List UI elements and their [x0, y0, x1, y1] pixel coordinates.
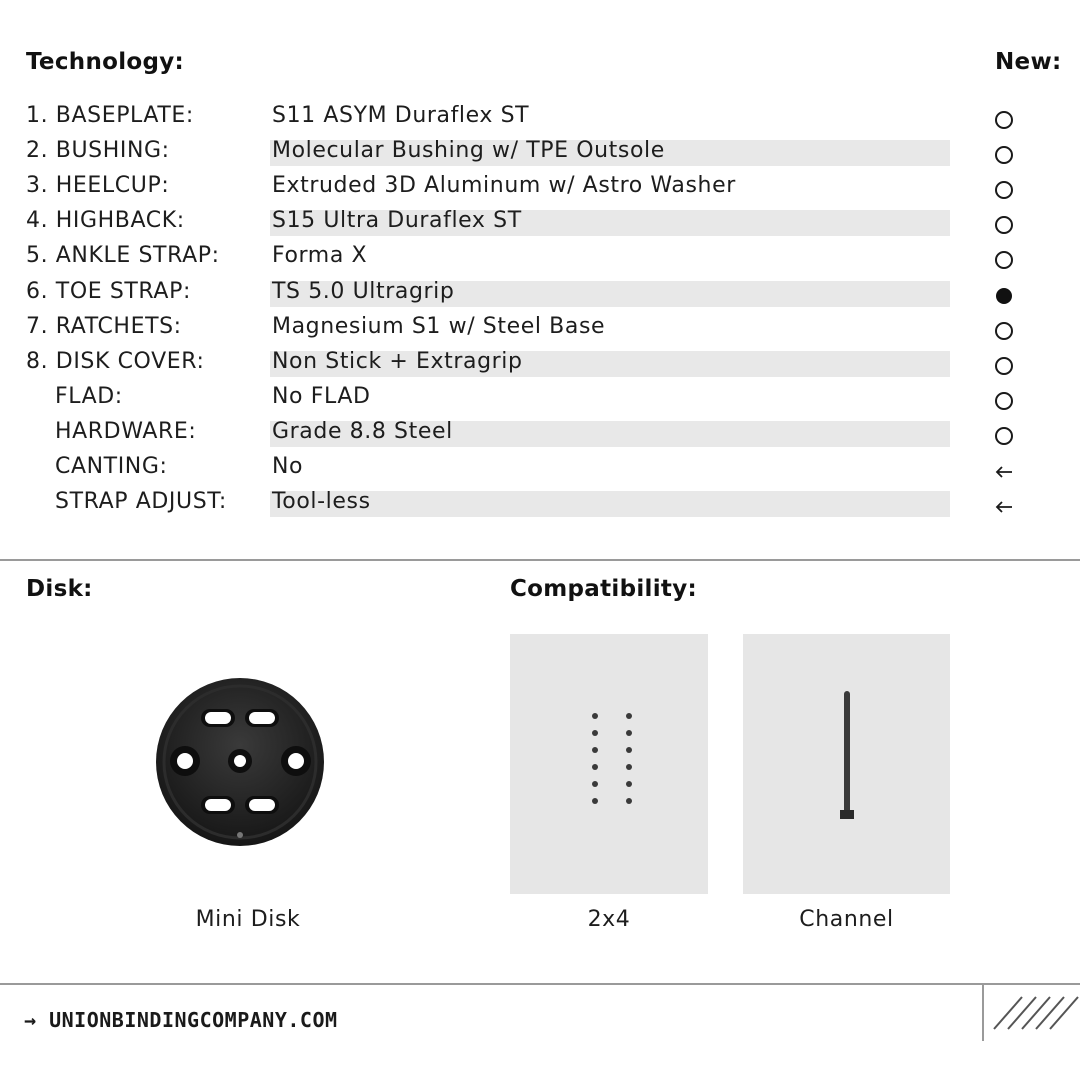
hole-pattern-2x4-icon — [510, 634, 708, 894]
spec-value: S15 Ultra Duraflex ST — [272, 208, 522, 234]
spec-value: Magnesium S1 w/ Steel Base — [272, 313, 606, 339]
channel-slot-icon — [743, 634, 950, 894]
spec-value: S11 ASYM Duraflex ST — [272, 103, 530, 128]
spec-row — [0, 276, 1080, 311]
spec-value: Forma X — [272, 243, 368, 269]
spec-label: HARDWARE: — [55, 418, 197, 444]
spec-row — [0, 346, 1080, 381]
footer-divider — [0, 983, 1080, 985]
spec-label: 4. HIGHBACK: — [26, 208, 185, 234]
spec-row — [0, 135, 1080, 170]
spec-row — [0, 170, 1080, 205]
arrow-left-icon — [994, 461, 1014, 481]
section-divider — [0, 559, 1080, 561]
spec-value: Extruded 3D Aluminum w/ Astro Washer — [272, 173, 736, 199]
spec-label: 6. TOE STRAP: — [26, 278, 191, 304]
spec-label: 2. BUSHING: — [26, 138, 170, 164]
spec-label: 8. DISK COVER: — [26, 348, 205, 374]
circle-outline-icon — [994, 145, 1014, 165]
spec-row — [0, 205, 1080, 240]
spec-row — [0, 100, 1080, 135]
circle-outline-icon — [994, 321, 1014, 341]
spec-label: CANTING: — [55, 454, 168, 479]
circle-outline-icon — [994, 215, 1014, 235]
spec-row — [0, 486, 1080, 521]
spec-value: Molecular Bushing w/ TPE Outsole — [272, 138, 665, 164]
disk-title: Disk: — [26, 576, 93, 602]
new-column-title: New: — [995, 49, 1062, 75]
spec-row — [0, 240, 1080, 275]
circle-outline-icon — [994, 356, 1014, 376]
circle-filled-icon — [994, 286, 1014, 306]
spec-label: STRAP ADJUST: — [55, 489, 227, 515]
arrow-right-icon: → — [24, 1008, 37, 1032]
technology-title: Technology: — [26, 49, 185, 75]
arrow-left-icon — [994, 496, 1014, 516]
circle-outline-icon — [994, 180, 1014, 200]
spec-value: Tool-less — [272, 489, 371, 515]
spec-label: 7. RATCHETS: — [26, 313, 182, 339]
spec-value: Non Stick + Extragrip — [272, 348, 523, 374]
spec-row — [0, 451, 1080, 486]
spec-value: TS 5.0 Ultragrip — [272, 278, 455, 304]
compat-panel-2x4 — [510, 634, 708, 894]
circle-outline-icon — [994, 391, 1014, 411]
circle-outline-icon — [994, 250, 1014, 270]
circle-outline-icon — [994, 426, 1014, 446]
spec-row — [0, 381, 1080, 416]
spec-row — [0, 416, 1080, 451]
website-link-text: UNIONBINDINGCOMPANY.COM — [49, 1008, 338, 1032]
spec-label: 5. ANKLE STRAP: — [26, 243, 220, 269]
hatch-decoration — [982, 985, 1080, 1041]
website-link[interactable] — [24, 1008, 338, 1032]
row-shade — [270, 491, 950, 517]
spec-value: Grade 8.8 Steel — [272, 418, 453, 444]
compat-caption-channel: Channel — [799, 907, 894, 932]
disk-caption: Mini Disk — [195, 907, 301, 932]
circle-outline-icon — [994, 110, 1014, 130]
compatibility-title: Compatibility: — [510, 576, 698, 602]
spec-label: 3. HEELCUP: — [26, 173, 170, 199]
compat-caption-2x4: 2x4 — [587, 907, 631, 932]
spec-label: 1. BASEPLATE: — [26, 103, 194, 128]
spec-row — [0, 311, 1080, 346]
spec-value: No — [272, 454, 304, 479]
spec-value: No FLAD — [272, 383, 371, 409]
mini-disk-icon — [155, 677, 325, 847]
spec-label: FLAD: — [55, 383, 123, 409]
compat-panel-channel — [743, 634, 950, 894]
